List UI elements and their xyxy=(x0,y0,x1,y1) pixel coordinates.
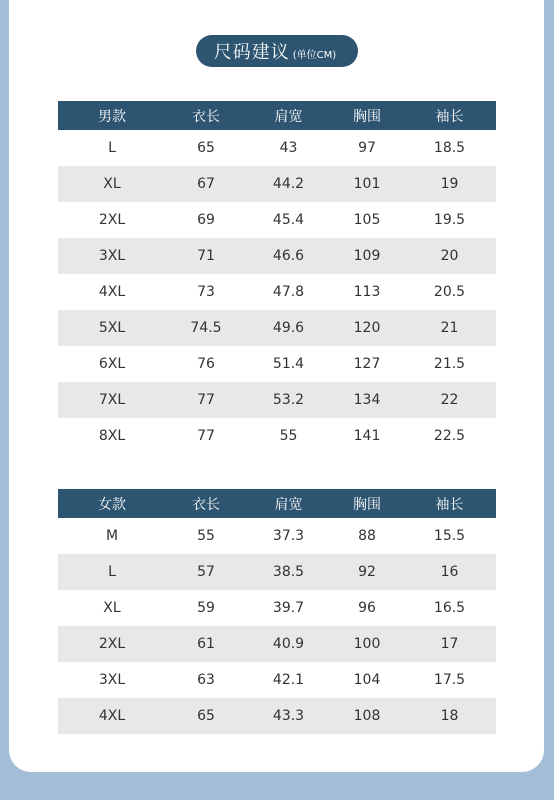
table-row xyxy=(58,418,496,454)
table-row xyxy=(58,382,496,418)
table-cell: 44.2 xyxy=(246,166,331,202)
table-cell: 96 xyxy=(331,590,403,626)
table-cell: 71 xyxy=(166,238,246,274)
header-cell-chest: 胸围 xyxy=(331,489,403,518)
table-cell: 20 xyxy=(403,238,496,274)
table-cell: 127 xyxy=(331,346,403,382)
table-cell: 77 xyxy=(166,382,246,418)
table-cell: 43 xyxy=(246,130,331,166)
table-cell: 43.3 xyxy=(246,698,331,734)
table-cell: 141 xyxy=(331,418,403,454)
table-cell: 65 xyxy=(166,130,246,166)
table-cell: 73 xyxy=(166,274,246,310)
table-row xyxy=(58,166,496,202)
table-cell: 22.5 xyxy=(403,418,496,454)
table-cell: 113 xyxy=(331,274,403,310)
table-cell: 61 xyxy=(166,626,246,662)
table-header-row xyxy=(58,101,496,130)
table-cell: 19 xyxy=(403,166,496,202)
table-cell: L xyxy=(58,554,166,590)
table-cell: 45.4 xyxy=(246,202,331,238)
table-cell: 47.8 xyxy=(246,274,331,310)
header-cell-length: 衣长 xyxy=(166,489,246,518)
table-cell: 105 xyxy=(331,202,403,238)
table-cell: 22 xyxy=(403,382,496,418)
table-cell: 49.6 xyxy=(246,310,331,346)
table-cell: 97 xyxy=(331,130,403,166)
table-row xyxy=(58,554,496,590)
table-cell: 18.5 xyxy=(403,130,496,166)
header-cell-chest: 胸围 xyxy=(331,101,403,130)
table-row xyxy=(58,130,496,166)
table-cell: 3XL xyxy=(58,662,166,698)
table-cell: 18 xyxy=(403,698,496,734)
table-cell: 101 xyxy=(331,166,403,202)
table-cell: 74.5 xyxy=(166,310,246,346)
table-cell: 15.5 xyxy=(403,518,496,554)
table-cell: XL xyxy=(58,590,166,626)
table-cell: 17 xyxy=(403,626,496,662)
table-cell: 67 xyxy=(166,166,246,202)
table-cell: 39.7 xyxy=(246,590,331,626)
table-cell: 19.5 xyxy=(403,202,496,238)
table-cell: 63 xyxy=(166,662,246,698)
table-cell: 46.6 xyxy=(246,238,331,274)
table-cell: 4XL xyxy=(58,274,166,310)
table-row xyxy=(58,518,496,554)
table-cell: 65 xyxy=(166,698,246,734)
table-row xyxy=(58,202,496,238)
table-cell: 40.9 xyxy=(246,626,331,662)
title-text: 尺码建议 xyxy=(213,42,290,63)
table-row xyxy=(58,274,496,310)
table-cell: 76 xyxy=(166,346,246,382)
table-cell: 59 xyxy=(166,590,246,626)
table-cell: 55 xyxy=(166,518,246,554)
table-row xyxy=(58,238,496,274)
header-cell-style: 女款 xyxy=(58,489,166,518)
table-cell: 20.5 xyxy=(403,274,496,310)
table-cell: 16 xyxy=(403,554,496,590)
table-cell: 4XL xyxy=(58,698,166,734)
table-cell: 21.5 xyxy=(403,346,496,382)
table-cell: 7XL xyxy=(58,382,166,418)
table-cell: 38.5 xyxy=(246,554,331,590)
table-cell: 3XL xyxy=(58,238,166,274)
table-cell: 53.2 xyxy=(246,382,331,418)
header-cell-shoulder: 肩宽 xyxy=(246,489,331,518)
title-unit: (单位CM) xyxy=(292,50,337,61)
header-cell-sleeve: 袖长 xyxy=(403,101,496,130)
men-size-table xyxy=(58,101,496,454)
table-cell: 120 xyxy=(331,310,403,346)
table-cell: 92 xyxy=(331,554,403,590)
header-cell-style: 男款 xyxy=(58,101,166,130)
table-cell: 17.5 xyxy=(403,662,496,698)
table-row xyxy=(58,626,496,662)
table-cell: 104 xyxy=(331,662,403,698)
table-cell: 16.5 xyxy=(403,590,496,626)
table-cell: 77 xyxy=(166,418,246,454)
table-cell: 2XL xyxy=(58,626,166,662)
table-header-row xyxy=(58,489,496,518)
women-size-table xyxy=(58,489,496,734)
table-row xyxy=(58,310,496,346)
header-cell-shoulder: 肩宽 xyxy=(246,101,331,130)
table-cell: 2XL xyxy=(58,202,166,238)
table-cell: 88 xyxy=(331,518,403,554)
table-cell: 5XL xyxy=(58,310,166,346)
table-row xyxy=(58,346,496,382)
table-row xyxy=(58,662,496,698)
table-cell: XL xyxy=(58,166,166,202)
table-cell: 134 xyxy=(331,382,403,418)
header-cell-length: 衣长 xyxy=(166,101,246,130)
table-cell: 109 xyxy=(331,238,403,274)
table-cell: 8XL xyxy=(58,418,166,454)
table-cell: 42.1 xyxy=(246,662,331,698)
table-cell: 21 xyxy=(403,310,496,346)
table-cell: 100 xyxy=(331,626,403,662)
table-cell: 69 xyxy=(166,202,246,238)
table-cell: L xyxy=(58,130,166,166)
size-guide-title xyxy=(196,35,358,67)
table-cell: 6XL xyxy=(58,346,166,382)
table-row xyxy=(58,698,496,734)
table-cell: 51.4 xyxy=(246,346,331,382)
table-cell: 37.3 xyxy=(246,518,331,554)
header-cell-sleeve: 袖长 xyxy=(403,489,496,518)
table-cell: M xyxy=(58,518,166,554)
table-cell: 57 xyxy=(166,554,246,590)
table-cell: 55 xyxy=(246,418,331,454)
table-cell: 108 xyxy=(331,698,403,734)
table-row xyxy=(58,590,496,626)
